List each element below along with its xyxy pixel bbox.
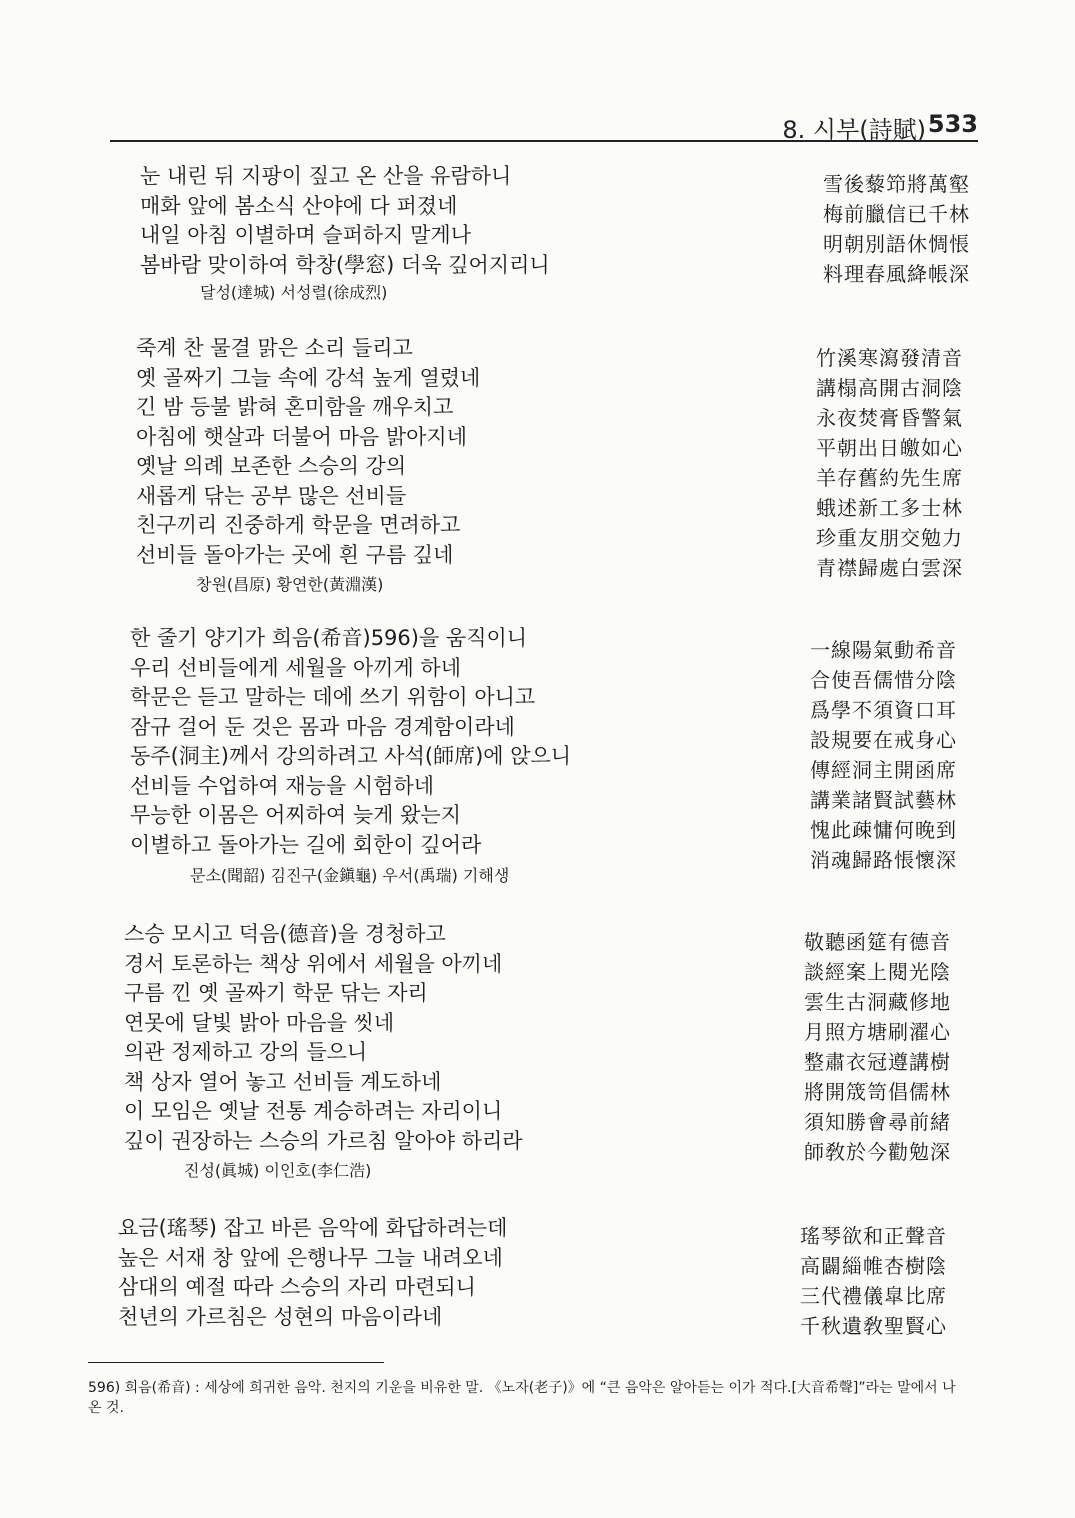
korean-verse-line: 매화 앞에 봄소식 산야에 다 퍼졌네 [140,193,458,218]
korean-verse-line: 우리 선비들에게 세월을 아끼게 하네 [130,655,461,680]
korean-verse-line: 긴 밤 등불 밝혀 혼미함을 깨우치고 [136,395,454,419]
korean-verse-line: 한 줄기 양기가 희음(希音)596)을 움직이니 [130,626,528,650]
korean-verse-line: 천년의 가르침은 성현의 마음이라네 [118,1304,443,1329]
korean-verse-line: 구름 낀 옛 골짜기 학문 닦는 자리 [124,981,428,1005]
chinese-verse-line: 梅前臘信已千林 [823,202,970,226]
korean-verse-line: 눈 내린 뒤 지팡이 짚고 온 산을 유람하니 [140,164,512,188]
chinese-verse-line: 青襟歸處白雲深 [816,556,963,580]
chinese-verse-line: 蛾述新工多士林 [816,496,963,520]
korean-verse-line: 새롭게 닦는 공부 많은 선비들 [136,483,407,508]
korean-verse-line: 친구끼리 진중하게 학문을 면려하고 [136,513,461,537]
chinese-verse-line: 講業諸賢試藝林 [810,788,957,812]
chinese-verse-line: 愧此疎慵何晚到 [810,818,957,842]
chinese-verse-line: 雲生古洞藏修地 [804,990,951,1014]
korean-verse-line: 죽계 찬 물결 맑은 소리 들리고 [136,336,413,360]
korean-verse-line: 삼대의 예절 따라 스승의 자리 마련되니 [118,1275,476,1299]
chinese-verse-line: 合使吾儒惜分陰 [810,668,957,692]
chinese-verse-line: 一線陽氣動希音 [810,638,957,662]
page-header [110,108,978,142]
chinese-verse-line: 須知勝會尋前緒 [804,1110,951,1134]
korean-verse-line: 봄바람 맞이하여 학창(學窓) 더욱 깊어지리니 [140,252,550,277]
korean-verse-line: 연못에 달빛 밝아 마음을 씻네 [124,1010,395,1035]
korean-verse-line: 이 모임은 옛날 전통 계승하려는 자리이니 [124,1099,503,1123]
chinese-verse-line: 高闢緇帷杏樹陰 [800,1254,947,1278]
korean-verse-line: 깊이 권장하는 스승의 가르침 알아야 하리라 [124,1128,523,1153]
korean-verse-line: 학문은 듣고 말하는 데에 쓰기 위함이 아니고 [130,685,536,709]
korean-verse-line: 내일 아침 이별하며 슬퍼하지 말게나 [140,223,471,247]
korean-verse-line: 옛 골짜기 그늘 속에 강석 높게 열렸네 [136,365,481,390]
chinese-verse-line: 竹溪寒瀉發清音 [816,346,963,370]
page-number: 533 [927,110,978,138]
chinese-verse-line: 講榻高開古洞陰 [816,376,963,400]
chinese-verse-line: 羊存舊約先生席 [816,466,963,490]
chinese-verse-line: 整肅衣冠遵講樹 [804,1050,951,1074]
chinese-verse-line: 珍重友朋交勉力 [816,526,963,550]
korean-verse-line: 의관 정제하고 강의 들으니 [124,1040,368,1064]
chinese-verse-line: 月照方塘刷濯心 [804,1020,951,1044]
chinese-verse-line: 將開筬笥倡儒林 [804,1080,951,1104]
chinese-verse-line: 永夜焚膏昏警氣 [816,406,963,430]
poem-author: 문소(聞韶) 김진구(金鎭龜) 우서(禹瑞) 기해생 [190,866,510,885]
poem-author: 달성(達城) 서성렬(徐成烈) [200,283,388,302]
korean-verse-line: 선비들 돌아가는 곳에 흰 구름 깊네 [136,542,454,567]
korean-verse-line: 이별하고 돌아가는 길에 회한이 깊어라 [130,832,482,857]
korean-verse-line: 옛날 의례 보존한 스승의 강의 [136,454,407,478]
chinese-verse-line: 平朝出日皦如心 [816,436,963,460]
chinese-verse-line: 設規要在戒身心 [810,728,957,752]
chinese-verse-line: 料理春風絳帳深 [823,262,970,286]
chinese-verse-line: 師敎於今勸勉深 [804,1140,951,1164]
chinese-verse-line: 爲學不須資口耳 [810,698,957,722]
chinese-verse-line: 消魂歸路悵懷深 [810,848,957,872]
chinese-verse-line: 雪後藜笻將萬壑 [823,172,970,196]
korean-verse-line: 스승 모시고 덕음(德音)을 경청하고 [124,922,446,946]
section-title: 8. 시부(詩賦) [782,116,926,144]
poem-author: 진성(眞城) 이인호(李仁浩) [184,1161,372,1180]
chinese-verse-line: 敬聽函筵有德音 [804,930,951,954]
chinese-verse-line: 傳經洞主開函席 [810,758,957,782]
chinese-verse-line: 瑤琴欲和正聲音 [800,1224,947,1248]
korean-verse-line: 동주(洞主)께서 강의하려고 사석(師席)에 앉으니 [130,744,572,768]
footnote: 596) 희음(希音) : 세상에 희귀한 음악. 천지의 기운을 비유한 말. 《노자(老子)》에 “큰 음악은 알아듣는 이가 적다.[大音希聲]”라는 말에서 나온 것. [88,1380,956,1416]
korean-verse-line: 책 상자 열어 놓고 선비들 계도하네 [124,1069,442,1094]
korean-verse-line: 무능한 이몸은 어찌하여 늦게 왔는지 [130,803,461,827]
korean-verse-line: 아침에 햇살과 더불어 마음 밝아지네 [136,424,467,449]
korean-verse-line: 높은 서재 창 앞에 은행나무 그늘 내려오네 [118,1245,503,1270]
footnote-divider [88,1362,384,1363]
chinese-verse-line: 三代禮儀皐比席 [800,1284,947,1308]
chinese-verse-line: 千秋遺敎聖賢心 [800,1314,947,1338]
korean-verse-line: 경서 토론하는 책상 위에서 세월을 아끼네 [124,951,503,976]
chinese-verse-line: 明朝別語休惆悵 [823,232,970,256]
poem-author: 창원(昌原) 황연한(黃淵漢) [196,575,384,594]
korean-verse-line: 잠규 걸어 둔 것은 몸과 마음 경계함이라네 [130,714,515,739]
korean-verse-line: 선비들 수업하여 재능을 시험하네 [130,773,435,798]
chinese-verse-line: 談經案上閱光陰 [804,960,951,984]
korean-verse-line: 요금(瑤琴) 잡고 바른 음악에 화답하려는데 [118,1216,508,1240]
